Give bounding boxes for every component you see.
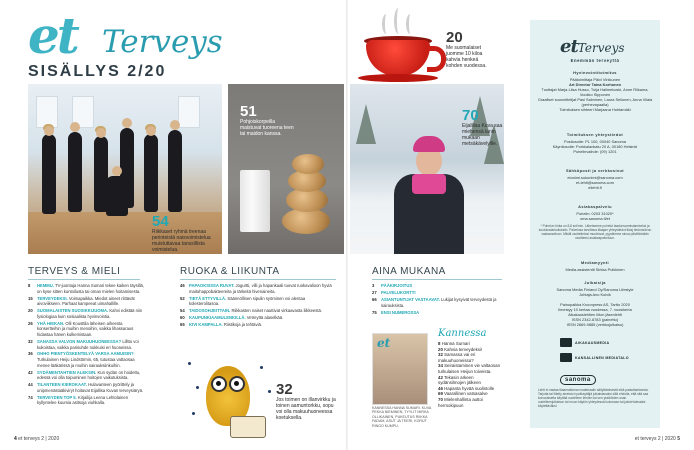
kannessa-page: 42 <box>438 374 443 380</box>
aikakausmedia-logo <box>560 338 630 347</box>
footer-note: Lehti ei vastaa tilaamattoman materiaalin säilyttämisestä eikä palauttamisesta. Tarjotta tai liitetty aineisto hyväksyttäjä julkaistavaksi sillä ehdolla, että sitä saa korvauksetta käyttää uudelleen lehden tai sen yksiköiden osan uudelleenjulkaisun tai muun käytön yhteydessä kokonaan tai jakolehdessäsi käytettäväksi. <box>538 388 649 408</box>
aikakausmedia-text: AIKAKAUSMEDIA <box>575 340 610 345</box>
kannessa-item[interactable] <box>438 375 500 386</box>
toc-text: Kirjailija Leena Lehtolainen kyllyntelee kuumia asitsoja viuhkalla. <box>37 394 129 406</box>
toc-list-terveys <box>28 283 146 407</box>
toc-kicker: OHHO PIENTYÖSKENTELYÄ VARSA AAMUISIN? <box>37 351 134 357</box>
toc-kicker: TILANTEEN KIEROKAAT. <box>37 382 87 388</box>
toc-title: SISÄLLYS 2/20 <box>28 63 167 80</box>
window <box>178 96 200 128</box>
toc-kicker: PÄÄKIRJOITUS <box>381 283 413 288</box>
dancer-head <box>70 122 80 132</box>
toc-item[interactable] <box>180 322 334 328</box>
toc-item[interactable] <box>28 351 146 368</box>
footer-left <box>14 436 59 442</box>
toc-text: TV-juontaja Hanna Sumari tekee kaiken täysillä, on kyse sitten kuntoilusta tai oman mielen hoitamisesta. <box>37 283 144 294</box>
section-heading-terveys: TERVEYS & MIELI <box>28 266 121 277</box>
kannessa-page: 70 <box>438 396 443 402</box>
dancer-head <box>122 118 132 128</box>
star-dot <box>268 390 271 393</box>
block-line: Toimituksen sihteeri Marjaana Huhtamäki <box>559 106 631 112</box>
toc-kicker: ENSI NUMEROSSA <box>381 309 420 315</box>
toc-page: 36 <box>28 351 33 357</box>
kannessa-page: 20 <box>438 346 443 352</box>
kannessa-text: Samassa vai eri makuuhuoneissa? <box>438 352 476 363</box>
dancer <box>168 130 182 212</box>
masthead-logo-terveys: Terveys <box>577 41 625 55</box>
footer-page-number: 4 <box>14 436 17 442</box>
toc-kicker: TERVEYDEN TOP 5. <box>37 394 77 400</box>
dancer-head <box>112 166 122 176</box>
callout-text: Riikkaset ryhmä treenaa perinteistä naisvoimistelua muistuttavaa tanssillista voimistelua. <box>152 229 211 253</box>
callout-text: Pohjoiskorpeilla maistuvat tuoreena teen tai maidon kanssa. <box>240 119 294 137</box>
toc-text: Kahvi edistää niin fysiologiaa kuin sosiaalista hyvinvointia. <box>37 308 143 319</box>
kannessa-text: Mielenhallinta auttoi hermokipuun <box>438 396 483 408</box>
brand-terveys: Terveys <box>102 24 223 60</box>
toc-text: Olli Kousttila läheisen aiheesta konsertteihin ja muihin menoihin, vaikka lihassaraus hidastaa hänen kulkemistaan. <box>37 320 134 337</box>
block-heading: Hyvinvointitoimitus <box>573 70 617 75</box>
toc-item[interactable] <box>28 296 146 307</box>
callout-text: Eijalliisa Kuva saa miehensä lanin mukaan metsäkävelyille. <box>462 123 503 147</box>
block-line: Sanoma Media Finland Oy/Sanoma Lifestyle <box>556 286 634 292</box>
kannessa-text: Hapanta hyvää suolistolle <box>444 385 495 391</box>
toc-page: 8 <box>28 283 31 288</box>
toc-kicker: KIVI KAMPALLA. <box>189 322 223 328</box>
toc-list-ruoka <box>180 283 334 329</box>
masthead-logo-et: et <box>560 36 578 57</box>
toc-kicker: YHÄ HIEKAN. <box>37 320 65 326</box>
block-heading: Mediamyynti <box>581 260 609 265</box>
masthead-panel <box>530 20 660 428</box>
toc-kicker: KAUPUNKIAAMULENKILLÄ. <box>189 315 246 321</box>
toc-text: Hulavanteen pyörittely ja unipmenästaäkiviryt hoitavat Eijallisa Kuvan terveysiäryä. <box>37 382 144 393</box>
toc-item[interactable] <box>28 395 146 406</box>
toc-text: Jogurtti, villi ja hapankaali tuovat ruokavalioon hyviä maitohappobakteereita ja tärkeitä hivenaineita. <box>189 283 332 294</box>
callout-32 <box>276 382 336 421</box>
callout-70 <box>462 108 504 147</box>
block-line: Postiosoite: PL 100, 00040 Sanoma <box>564 138 626 144</box>
block-heading: Toimituksen yhteystiedot <box>566 132 624 137</box>
dancer-head <box>96 128 106 138</box>
callout-number: 70 <box>462 107 479 124</box>
masthead-block-staff <box>536 70 654 112</box>
callout-number: 32 <box>276 381 293 398</box>
kannessa-page: 32 <box>438 352 443 358</box>
price-note: * Puhelun hinta on 8,8 snt/min. Lähetamme puhelut laadunvarmistamiseksi ja koulutustarkoituksiin. Palvelusa tarvittava tilaajan yhteystiedot tilasj tiedonsiirron vastaanottoon. Mikäli osoitetietosi muuttuvat, pyydämme sinua päivittämään osoitteesi asiakaspalveluun. <box>538 224 652 240</box>
toc-text: Turkulainen Heiju Lindstörnin, 65, tutustaa vattaosaa menee lääkärissä ja muihin sairauksiinkuihin. <box>37 357 135 368</box>
block-line: Johtaja Ano Kulvik <box>579 291 611 297</box>
toc-text: Lilltto voi kukoistaa, vaikka parisuhde nukkuisi eri huoneissa. <box>37 338 139 350</box>
dancer <box>144 134 158 212</box>
section-heading-ruoka: RUOKA & LIIKUNTA <box>180 266 280 277</box>
masthead-block-media <box>536 260 654 272</box>
toc-text: Riikkasten naiset nauttivat virkaavasta liikkeestä. <box>231 308 322 314</box>
toc-page: 75 <box>372 309 377 315</box>
star-dot <box>192 412 195 415</box>
block-line: Painopaikka Kroonpress AS, Tartto 2020 <box>560 302 630 307</box>
block-line: Käyntiosoite: Porkkalankatu 20 A, 00180 Helsinki <box>552 143 638 149</box>
block-line: Tuottajat Marja-Liisa Husso, Tuija Hallmekoski, Anne Riikama, Vuokko Sipponen <box>541 86 649 97</box>
dancer <box>42 134 56 214</box>
tree <box>356 104 376 144</box>
block-line: Art Director Taina Korhonen <box>568 81 622 87</box>
toc-page: 65 <box>180 322 185 328</box>
toc-page: 74 <box>28 394 33 400</box>
block-line[interactable]: et-lehti@sanoma.com <box>576 179 614 185</box>
toc-page: 52 <box>180 295 185 301</box>
block-line: Puhelin: 0203 31020* <box>576 210 614 216</box>
toc-page: 54 <box>180 308 185 314</box>
toc-item[interactable] <box>372 297 502 308</box>
dancer <box>68 132 82 212</box>
toc-text: Säännöllinen sipulin syöminen voi alentaa kolesterolitasoa. <box>189 295 306 307</box>
steam-line <box>382 14 391 34</box>
kannessa-text: Kahvia terveydeksi! <box>444 346 483 352</box>
cover-caption: KANNESSA HANNA SUMARI. KUVA PEKKA NIEMINEN, TYYLIT MIRKA OLLIKAINEN, PUKEUTUS RIIKKA FADAM, ASUT JA TEERI, KORUT RINGO KUMPU. <box>372 406 432 428</box>
dancer-head <box>44 126 54 136</box>
kannessa-page: 46 <box>438 385 443 391</box>
mediatalo-mark-icon <box>560 353 572 362</box>
callout-51 <box>240 104 294 137</box>
footer-pub: et terveys <box>634 436 657 442</box>
star-dot <box>196 386 199 389</box>
dancer-head <box>146 126 156 136</box>
publisher-logos <box>560 338 630 386</box>
aikakausmedia-mark-icon <box>560 338 572 347</box>
kannessa-item[interactable] <box>438 352 500 363</box>
block-line: Media-assistentti Sirkka Pulkkinen <box>565 266 625 272</box>
block-heading: Julkaisija <box>584 280 606 285</box>
toc-page: 66 <box>372 296 377 302</box>
toc-page: 27 <box>372 289 377 295</box>
toc-page: 44 <box>28 382 33 388</box>
callout-number: 54 <box>152 213 169 230</box>
toc-page: 3 <box>372 283 375 288</box>
masthead-block-contact <box>536 132 654 154</box>
kannessa-text: Hanna Sumari <box>441 341 470 346</box>
toc-kicker: SUOMALAISTEN SUOSIKKIJUOMA. <box>37 308 109 314</box>
toc-kicker: TIETÄ ETTYVILLÄ. <box>189 295 227 301</box>
callout-number: 20 <box>446 29 463 46</box>
kannessa-text: Seiraistaminen vie valtaosan turkulaisen Heijun toiveista. <box>438 363 501 374</box>
footer-issue: 2 | 2020 <box>41 436 60 442</box>
sanoma-logo: sanoma <box>560 375 596 385</box>
toc-page: 42 <box>28 369 33 375</box>
milk-glass <box>240 170 270 232</box>
callout-54 <box>152 214 224 253</box>
block-line: ISSN 2669-9885 (verkkojulkaisu) <box>566 322 624 327</box>
section-rule <box>28 279 140 280</box>
section-heading-aina: AINA MUKANA <box>372 266 446 277</box>
toc-kicker: SYDÄMENTAHTIEN ALEKSIN. <box>37 369 97 375</box>
kannessa-text: Vaarallinen vatsasalve <box>444 391 488 397</box>
toc-item[interactable] <box>372 290 502 296</box>
toc-item[interactable] <box>180 283 334 294</box>
toc-text: Voimapaikka. Miedot aineet riittävät aivoviikseen. Parhaat kampeeat uimahallille. <box>37 295 135 307</box>
toc-kicker: PALVELUKORTTI <box>381 289 416 295</box>
toc-item[interactable] <box>28 308 146 319</box>
footer-page-number: 5 <box>677 436 680 442</box>
owl-illustration <box>180 356 280 442</box>
kannessa-box <box>438 328 500 408</box>
toc-item[interactable] <box>180 308 334 314</box>
toc-text: Riistikoja ja tehtäviä. <box>223 322 262 328</box>
dancer <box>106 176 128 216</box>
coffee-saucer <box>358 74 438 82</box>
block-line[interactable]: etlehti.fi <box>588 184 602 190</box>
toc-kicker: PAPAOKSISSA RUVAT. <box>189 283 235 288</box>
kannessa-item[interactable] <box>438 397 500 408</box>
cover-logo: et <box>377 336 391 350</box>
block-heading: Sähköposti ja verkkosivut <box>565 168 624 173</box>
block-line: Ilmestyy 10 kertaa vuodessa, 7. vuosikerta <box>558 307 632 312</box>
toc-kicker: ASIANTUNTIJAT VASTAAVAT. <box>381 296 440 302</box>
toc-kicker: HEMMU. <box>37 283 54 288</box>
block-line: Graafiset suunnittelijat Pasi Salminen, Laura Seilonen, Anna Viiala (perhevapaalla) <box>537 96 653 107</box>
footer-right <box>635 436 680 442</box>
star-dot <box>260 366 263 369</box>
toc-item[interactable] <box>28 283 146 294</box>
footer-pub: et terveys <box>18 436 40 442</box>
toc-page: 46 <box>180 283 185 288</box>
toc-item[interactable] <box>180 315 334 321</box>
toc-item[interactable] <box>28 339 146 350</box>
steam-line <box>394 8 403 34</box>
kannessa-title: Kannessa <box>438 328 487 339</box>
toc-kicker: TERVEYDEKSI. <box>37 295 68 301</box>
mediatalo-logo <box>560 353 630 362</box>
toc-item[interactable] <box>372 310 502 316</box>
mediatalo-text: KANSALLINEN MEDIATALO <box>575 355 629 360</box>
kannessa-page: 8 <box>438 341 441 346</box>
section-rule <box>372 279 502 280</box>
kannessa-item[interactable] <box>438 363 500 374</box>
toc-page: 20 <box>28 308 33 314</box>
toc-item[interactable] <box>372 283 502 289</box>
kannessa-page: 34 <box>438 363 443 369</box>
toc-text: Lukijat kysyivät terveydestä ja sairauksista. <box>381 296 497 308</box>
kannessa-page: 69 <box>438 391 443 397</box>
toc-item[interactable] <box>28 382 146 393</box>
brand-et: et <box>28 6 77 65</box>
kannessa-text: Tekasin arkeen sydänsilmojen jälkeen <box>438 374 481 386</box>
dancer-head <box>170 120 180 130</box>
block-line: Päätoimittaja Päivi Virkkunen <box>569 76 621 82</box>
footer-issue: 2 | 2020 <box>657 436 676 442</box>
owl-pupil <box>234 381 239 386</box>
section-rule <box>180 279 336 280</box>
masthead-block-email <box>536 168 654 190</box>
masthead-block-service <box>536 204 654 221</box>
block-line: ISSN 2342-8783 (painettu) <box>571 317 619 322</box>
callout-text: Me suomalaiset juomme 10 kiloa kahvia henkeä kohden vuodessa. <box>446 45 487 69</box>
owl-pupil <box>216 381 221 386</box>
star-dot <box>188 362 191 365</box>
callout-text: Jos toimen on illanvirkku ja toinen aamuntorkku, sopu voi olla makuuhuoneessa koetuksella. <box>276 397 336 421</box>
beanie <box>413 136 445 152</box>
block-line[interactable]: oma.sanoma.fi/et <box>580 215 610 221</box>
alarm-radio-icon <box>230 416 266 438</box>
steam-line <box>406 14 415 34</box>
toc-text: Vetreyttä alaselkää. <box>246 315 284 321</box>
bread-bun <box>292 154 324 174</box>
block-line: Aikakauslehtien liiton jäsenlehti <box>568 312 622 317</box>
toc-page: 15 <box>28 295 33 301</box>
masthead-block-print <box>536 302 654 327</box>
block-line: Puhelinvaihde: (09) 1201 <box>573 148 617 154</box>
block-line[interactable]: etunimi.sukunimi@sanoma.com <box>567 174 623 180</box>
toc-page: 60 <box>180 315 185 321</box>
toc-item[interactable] <box>180 296 334 307</box>
toc-item[interactable] <box>28 321 146 338</box>
masthead-block-publisher <box>536 280 654 297</box>
toc-page: 26 <box>28 320 33 326</box>
page-fold <box>346 0 348 450</box>
toc-list-aina <box>372 283 502 317</box>
cover-thumbnail[interactable] <box>372 333 428 405</box>
callout-number: 51 <box>240 103 257 120</box>
toc-text: Kun sydän on hoidettu, edessä voi olla toipuminen hoitojen vaikutuksista. <box>37 369 141 381</box>
toc-item[interactable] <box>28 370 146 381</box>
toc-kicker: SANASSA VALVON MAKUUHUONEESSA? <box>37 338 122 344</box>
masthead-tagline: Enemmän terveyttä <box>570 58 620 63</box>
block-heading: Asiakaspalvelu <box>578 204 612 209</box>
toc-kicker: TAIDOSOHJEITTAIN. <box>189 308 231 314</box>
masthead-logo <box>560 36 625 57</box>
toc-page: 32 <box>28 338 33 344</box>
scarf <box>412 174 446 194</box>
callout-20 <box>446 30 496 69</box>
